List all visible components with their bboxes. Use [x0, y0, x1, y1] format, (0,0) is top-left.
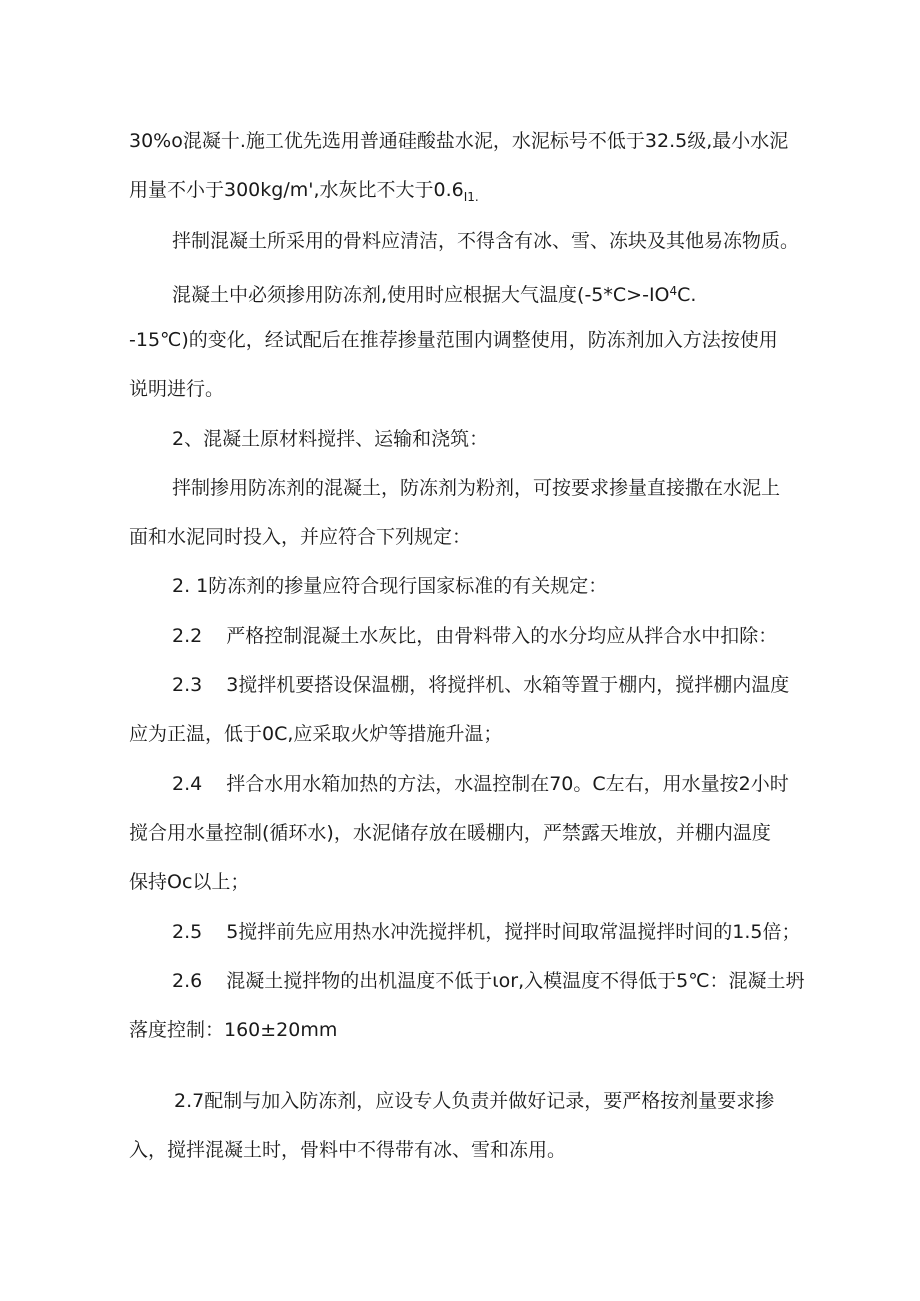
- text-segment: 3搅拌机要搭设保温棚，将搅拌机、水箱等置于棚内，搅拌棚内温度: [226, 674, 790, 696]
- item-number: 2.2: [172, 625, 203, 647]
- text-line: [172, 574, 920, 598]
- text-segment: 拌制混凝土所采用的骨料应清洁，不得含有冰、雪、冻块及其他易冻物质。: [172, 230, 800, 252]
- text-line: [129, 1018, 920, 1042]
- item-number: 2.5: [172, 921, 203, 943]
- text-segment: 混凝土搅拌物的出机温度不低于ιor,入模温度不得低于5℃：混凝土坍: [226, 970, 805, 992]
- text-line: [172, 969, 920, 993]
- text-superscript: 4: [669, 284, 678, 298]
- text-segment: 保持Oc以上；: [129, 871, 250, 893]
- text-segment: 落度控制：160±20mm: [129, 1019, 338, 1041]
- text-segment: 用量不小于300kg∕m',水灰比不大于0.6: [129, 179, 464, 201]
- text-line: [129, 1138, 920, 1162]
- text-segment: 入，搅拌混凝土时，骨料中不得带有冰、雪和冻用。: [129, 1139, 567, 1161]
- item-number: 2.3: [172, 674, 203, 696]
- text-segment: 30%o混凝十.施工优先选用普通硅酸盐水泥，水泥标号不低于32.5级,最小水泥: [129, 130, 789, 152]
- text-segment: 2.7配制与加入防冻剂，应设专人负责并做好记录，要严格按剂量要求掺: [174, 1090, 775, 1112]
- text-line: [172, 624, 920, 648]
- text-segment: 面和水泥同时投入，并应符合下列规定：: [129, 526, 472, 548]
- text-segment: 混凝土中必须掺用防冻剂,使用时应根据大气温度(-5*C>-IO: [172, 284, 670, 306]
- text-line: [172, 476, 920, 500]
- text-segment: -15℃)的变化，经试配后在推荐掺量范围内调整使用，防冻剂加入方法按使用: [129, 329, 778, 351]
- text-line: [129, 178, 920, 209]
- text-line: [129, 821, 920, 845]
- text-segment: 拌制掺用防冻剂的混凝土，防冻剂为粉剂，可按要求掺量直接撒在水泥上: [172, 477, 781, 499]
- item-number: 2.4: [172, 773, 203, 795]
- text-line: [129, 870, 920, 894]
- text-subscript: I1.: [463, 190, 479, 204]
- text-segment: C.: [677, 284, 697, 306]
- text-segment: 5搅拌前先应用热水冲洗搅拌机，搅拌时间取常温搅拌时间的1.5倍；: [226, 921, 801, 943]
- text-segment: 应为正温，低于0C,应采取火炉等措施升温；: [129, 723, 503, 745]
- text-segment: 2、混凝土原材料搅拌、运输和浇筑：: [172, 428, 489, 450]
- text-segment: 拌合水用水箱加热的方法，水温控制在70。C左右，用水量按2小时: [226, 773, 789, 795]
- text-line: [174, 1089, 920, 1113]
- item-number: 2.6: [172, 970, 203, 992]
- text-line: [129, 328, 920, 352]
- text-segment: 严格控制混凝土水灰比，由骨料带入的水分均应从拌合水中扣除：: [226, 625, 778, 647]
- text-line: [172, 772, 920, 796]
- text-line: [129, 129, 920, 160]
- text-line: [129, 722, 920, 746]
- text-segment: 搅合用水量控制(循环水)，水泥储存放在暖棚内，严禁露天堆放，并棚内温度: [129, 822, 771, 844]
- text-line: [172, 920, 920, 944]
- text-line: [129, 525, 920, 549]
- text-segment: 2. 1防冻剂的掺量应符合现行国家标准的有关规定：: [172, 575, 608, 597]
- text-line: [129, 377, 920, 401]
- text-line: [172, 673, 920, 697]
- section-heading: [172, 427, 920, 451]
- text-line: [172, 279, 920, 307]
- text-segment: 说明进行。: [129, 378, 225, 400]
- text-line: [172, 229, 920, 253]
